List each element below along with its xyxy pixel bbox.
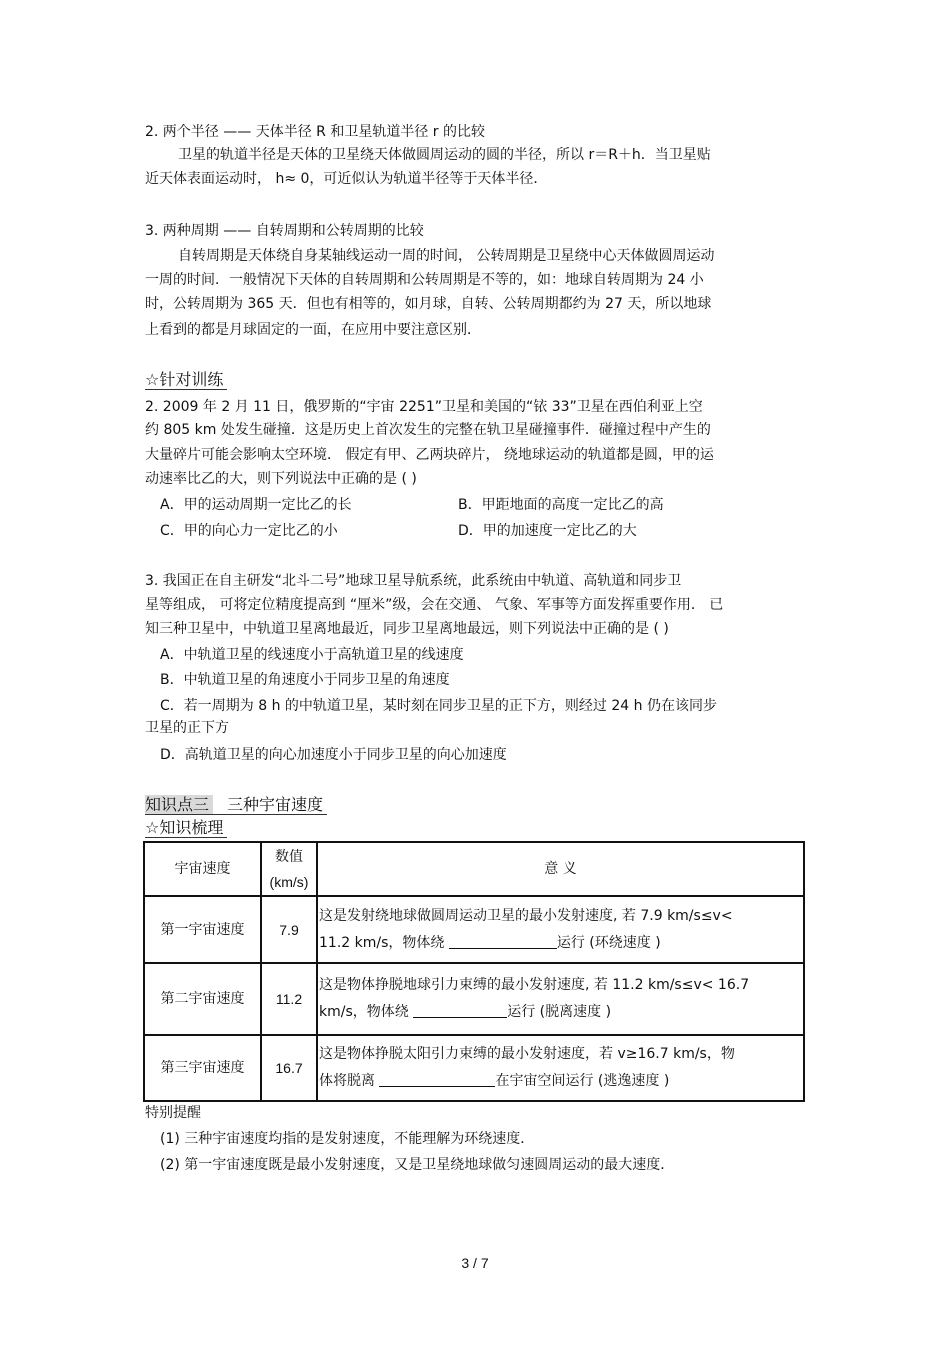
page-number: 3 / 7 <box>461 1255 489 1271</box>
meaning-text: km/s，物体绕 <box>319 1004 414 1020</box>
section3-line: 自转周期是天体绕自身某轴线运动一周的时间， 公转周期是卫星绕中心天体做圆周运动 <box>178 248 715 264</box>
speed-value: 7.9 <box>261 896 317 963</box>
answer-blank[interactable] <box>413 1002 507 1018</box>
meaning-line: 这是发射绕地球做圆周运动卫星的最小发射速度, 若 7.9 km/s≤v< <box>319 907 733 924</box>
header-value <box>261 842 317 896</box>
question3-option-b: B．中轨道卫星的角速度小于同步卫星的角速度 <box>160 672 450 688</box>
table-row <box>144 896 804 963</box>
question3-line: 星等组成， 可将定位精度提高到 “厘米”级，会在交通、 气象、军事等方面发挥重要作用． 已 <box>145 597 724 613</box>
question3-option-d: D．高轨道卫星的向心加速度小于同步卫星的向心加速度 <box>160 747 507 763</box>
table-header-row <box>144 842 804 896</box>
speed-meaning <box>317 896 804 963</box>
section2-title: 2. 两个半径 —— 天体半径 R 和卫星轨道半径 r 的比较 <box>145 124 485 140</box>
speed-meaning <box>317 1035 804 1101</box>
knowledge-point-heading <box>145 795 327 815</box>
cosmic-velocity-table <box>143 841 805 1102</box>
speed-value: 11.2 <box>261 963 317 1035</box>
speed-name: 第一宇宙速度 <box>144 896 261 963</box>
reminder-point: (2) 第一宇宙速度既是最小发射速度，又是卫星绕地球做匀速圆周运动的最大速度． <box>160 1157 675 1173</box>
answer-blank[interactable] <box>449 933 557 949</box>
meaning-line <box>319 999 803 1026</box>
meaning-text: 运行 (脱离速度 ) <box>507 1004 612 1020</box>
question3-line: 知三种卫星中，中轨道卫星离地最近，同步卫星离地最远，则下列说法中正确的是 ( ) <box>145 621 669 637</box>
knowledge-subheading-text: ☆知识梳理 <box>145 818 227 838</box>
question2-line: 2. 2009 年 2 月 11 日，俄罗斯的“宇宙 2251”卫星和美国的“铱 33”卫星在西伯利亚上空 <box>145 399 703 415</box>
knowledge-point-label: 知识点三 <box>145 795 213 815</box>
meaning-line: 这是物体挣脱太阳引力束缚的最小发射速度，若 v≥16.7 km/s，物 <box>319 1046 735 1062</box>
section3-line: 上看到的都是月球固定的一面，在应用中要注意区别． <box>145 322 481 338</box>
header-speed: 宇宙速度 <box>144 842 261 896</box>
question2-option-c: C．甲的向心力一定比乙的小 <box>160 523 338 539</box>
meaning-text: 运行 (环绕速度 ) <box>556 934 661 951</box>
knowledge-subheading <box>145 818 227 838</box>
section2-line: 近天体表面运动时， h≈ 0，可近似认为轨道半径等于天体半径． <box>145 171 548 187</box>
question3-option-c: C．若一周期为 8 h 的中轨道卫星，某时刻在同步卫星的正下方，则经过 24 h 仍在该同步 <box>160 698 717 714</box>
speed-name: 第二宇宙速度 <box>144 963 261 1035</box>
meaning-text: 体将脱离 <box>319 1073 380 1089</box>
table-row <box>144 963 804 1035</box>
meaning-text: 11.2 km/s，物体绕 <box>319 934 449 951</box>
question2-option-d: D．甲的加速度一定比乙的大 <box>458 523 637 539</box>
meaning-line: 这是物体挣脱地球引力束缚的最小发射速度, 若 11.2 km/s≤v< 16.7 <box>319 977 750 993</box>
question3-option-c-cont: 卫星的正下方 <box>145 720 229 736</box>
practice-heading <box>145 370 227 390</box>
knowledge-point-title: 三种宇宙速度 <box>213 795 327 815</box>
speed-meaning <box>317 963 804 1035</box>
meaning-line <box>319 930 803 957</box>
section3-title: 3. 两种周期 —— 自转周期和公转周期的比较 <box>145 223 424 239</box>
question2-line: 大量碎片可能会影响太空环境． 假定有甲、乙两块碎片， 绕地球运动的轨道都是圆，甲的运 <box>145 447 714 463</box>
section2-line: 卫星的轨道半径是天体的卫星绕天体做圆周运动的圆的半径，所以 r＝R＋h．当卫星贴 <box>178 147 711 163</box>
question2-option-b: B．甲距地面的高度一定比乙的高 <box>458 497 664 513</box>
header-value-line1: 数值 <box>275 848 303 864</box>
meaning-text: 在宇宙空间运行 (逃逸速度 ) <box>495 1073 670 1089</box>
practice-heading-text: ☆针对训练 <box>145 370 227 390</box>
question2-line: 约 805 km 处发生碰撞．这是历史上首次发生的完整在轨卫星碰撞事件．碰撞过程中产生的 <box>145 422 711 438</box>
section3-line: 时，公转周期为 365 天．但也有相等的，如月球，自转、公转周期都约为 27 天，所以地球 <box>145 296 712 312</box>
table-row <box>144 1035 804 1101</box>
header-meaning: 意 义 <box>317 842 804 896</box>
reminder-point: (1) 三种宇宙速度均指的是发射速度，不能理解为环绕速度． <box>160 1131 535 1147</box>
question3-option-a: A．中轨道卫星的线速度小于高轨道卫星的线速度 <box>160 647 464 663</box>
reminder-title: 特别提醒 <box>145 1105 201 1121</box>
question2-line: 动速率比乙的大，则下列说法中正确的是 ( ) <box>145 471 417 487</box>
section3-line: 一周的时间．一般情况下天体的自转周期和公转周期是不等的，如：地球自转周期为 24 小 <box>145 272 704 288</box>
question3-line: 3. 我国正在自主研发“北斗二号”地球卫星导航系统，此系统由中轨道、高轨道和同步卫 <box>145 573 682 589</box>
answer-blank[interactable] <box>379 1071 495 1087</box>
header-value-unit: (km/s) <box>269 874 309 890</box>
speed-name: 第三宇宙速度 <box>144 1035 261 1101</box>
question2-option-a: A．甲的运动周期一定比乙的长 <box>160 497 352 513</box>
meaning-line <box>319 1068 803 1095</box>
speed-value: 16.7 <box>261 1035 317 1101</box>
